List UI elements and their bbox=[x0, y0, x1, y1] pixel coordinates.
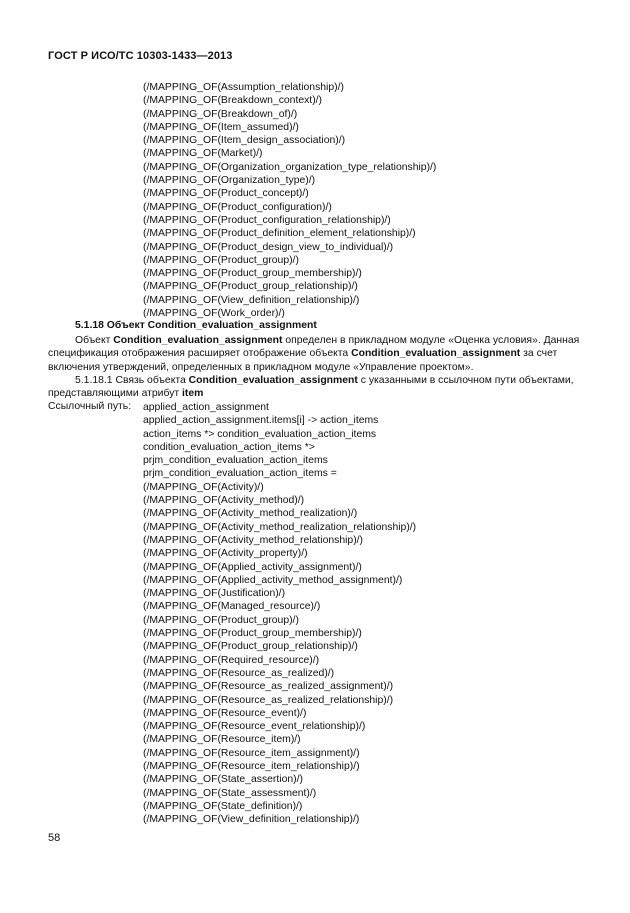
mapping-line: (/MAPPING_OF(Product_group_relationship)/) bbox=[143, 281, 358, 293]
mapping-line: (/MAPPING_OF(Product_configuration_relationship)/) bbox=[143, 214, 391, 226]
reference-path-line: applied_action_assignment bbox=[143, 402, 269, 413]
document-header: ГОСТ Р ИСО/ТС 10303-1433—2013 bbox=[48, 50, 233, 62]
reference-path-line: (/MAPPING_OF(Required_resource)/) bbox=[143, 654, 320, 666]
section-paragraph-2 bbox=[48, 374, 582, 401]
mapping-line: (/MAPPING_OF(Organization_type)/) bbox=[143, 175, 316, 187]
reference-path-line: (/MAPPING_OF(Resource_event)/) bbox=[143, 707, 307, 719]
mapping-line: (/MAPPING_OF(Item_assumed)/) bbox=[143, 121, 299, 133]
reference-path-line: applied_action_assignment.items[i] -> action_items bbox=[143, 415, 379, 427]
text-run: за счет включения утверждений, определенных в прикладном модуле «Управление проектом». bbox=[48, 348, 558, 373]
reference-path-line: (/MAPPING_OF(State_assessment)/) bbox=[143, 787, 317, 799]
mapping-line: (/MAPPING_OF(Breakdown_context)/) bbox=[143, 95, 323, 107]
mapping-line: (/MAPPING_OF(Item_design_association)/) bbox=[143, 135, 346, 147]
reference-path-line: condition_evaluation_action_items *> bbox=[143, 441, 315, 453]
reference-path-line: prjm_condition_evaluation_action_items = bbox=[143, 468, 337, 480]
reference-path-line: (/MAPPING_OF(Managed_resource)/) bbox=[143, 601, 321, 613]
reference-path-list bbox=[143, 401, 416, 827]
reference-path-line: (/MAPPING_OF(Activity_method_realization_relationship)/) bbox=[143, 521, 417, 533]
reference-path-line: prjm_condition_evaluation_action_items bbox=[143, 455, 328, 467]
mapping-line: (/MAPPING_OF(Product_group)/) bbox=[143, 254, 299, 266]
mapping-line: (/MAPPING_OF(Product_concept)/) bbox=[143, 188, 309, 200]
reference-path-line: (/MAPPING_OF(Product_group_membership)/) bbox=[143, 628, 362, 640]
reference-path-line: action_items *> condition_evaluation_action_items bbox=[143, 428, 377, 440]
text-run: 5.1.18.1 Связь объекта bbox=[75, 375, 189, 386]
page-number: 58 bbox=[48, 832, 61, 844]
mapping-line: (/MAPPING_OF(Breakdown_of)/) bbox=[143, 108, 298, 120]
section-heading: 5.1.18 Объект Condition_evaluation_assignment bbox=[75, 320, 317, 331]
text-run: Объект bbox=[75, 335, 114, 346]
mapping-line: (/MAPPING_OF(Work_order)/) bbox=[143, 308, 285, 320]
section-paragraph-1 bbox=[48, 334, 582, 374]
reference-path-line: (/MAPPING_OF(View_definition_relationship)/) bbox=[143, 814, 360, 826]
reference-path-line: (/MAPPING_OF(Resource_as_realized_relationship)/) bbox=[143, 694, 394, 706]
mapping-line: (/MAPPING_OF(Organization_organization_type_relationship)/) bbox=[143, 161, 437, 173]
mapping-line: (/MAPPING_OF(View_definition_relationship)/) bbox=[143, 294, 360, 306]
reference-path-line: (/MAPPING_OF(Applied_activity_method_assignment)/) bbox=[143, 574, 403, 586]
reference-path-line: (/MAPPING_OF(Activity_property)/) bbox=[143, 548, 308, 560]
entity-name: Condition_evaluation_assignment bbox=[113, 335, 283, 346]
reference-path-line: (/MAPPING_OF(Resource_as_realized_assignment)/) bbox=[143, 681, 394, 693]
reference-path-line: (/MAPPING_OF(Activity_method_relationship)/) bbox=[143, 534, 364, 546]
reference-path-label: Ссылочный путь: bbox=[48, 401, 132, 412]
reference-path-line: (/MAPPING_OF(Activity_method_realization)/) bbox=[143, 508, 358, 520]
mapping-line: (/MAPPING_OF(Market)/) bbox=[143, 148, 263, 160]
reference-path-line: (/MAPPING_OF(Activity)/) bbox=[143, 481, 264, 493]
reference-path-line: (/MAPPING_OF(Resource_item)/) bbox=[143, 734, 301, 746]
reference-path-line: (/MAPPING_OF(Resource_item_relationship)/) bbox=[143, 761, 360, 773]
entity-name: Condition_evaluation_assignment bbox=[188, 375, 358, 386]
mapping-line: (/MAPPING_OF(Product_configuration)/) bbox=[143, 201, 332, 213]
reference-path-line: (/MAPPING_OF(State_assertion)/) bbox=[143, 774, 303, 786]
mapping-line: (/MAPPING_OF(Product_design_view_to_individual)/) bbox=[143, 241, 394, 253]
reference-path-line: (/MAPPING_OF(Product_group)/) bbox=[143, 614, 299, 626]
reference-path-line: (/MAPPING_OF(Product_group_relationship)/) bbox=[143, 641, 358, 653]
mapping-line: (/MAPPING_OF(Assumption_relationship)/) bbox=[143, 82, 344, 93]
mapping-line: (/MAPPING_OF(Product_group_membership)/) bbox=[143, 268, 362, 280]
reference-path-line: (/MAPPING_OF(Applied_activity_assignment)/) bbox=[143, 561, 362, 573]
reference-path-line: (/MAPPING_OF(State_definition)/) bbox=[143, 800, 303, 812]
mapping-line: (/MAPPING_OF(Product_definition_element_relationship)/) bbox=[143, 228, 416, 240]
text-run: определен в прикладном модуле «Оценка условия». Данная спецификация отображения расширяет отображение объекта bbox=[48, 335, 580, 360]
reference-path-line: (/MAPPING_OF(Activity_method)/) bbox=[143, 495, 305, 507]
attribute-name: item bbox=[182, 388, 204, 400]
text-run: с указанными в ссылочном пути объектами, представляющими атрибут bbox=[48, 375, 574, 400]
reference-path-line: (/MAPPING_OF(Resource_event_relationship)/) bbox=[143, 721, 366, 733]
reference-path-line: (/MAPPING_OF(Justification)/) bbox=[143, 588, 286, 600]
entity-name: Condition_evaluation_assignment bbox=[351, 348, 521, 360]
reference-path-line: (/MAPPING_OF(Resource_item_assignment)/) bbox=[143, 747, 360, 759]
mapping-list-1 bbox=[143, 81, 436, 320]
reference-path-line: (/MAPPING_OF(Resource_as_realized)/) bbox=[143, 667, 335, 679]
